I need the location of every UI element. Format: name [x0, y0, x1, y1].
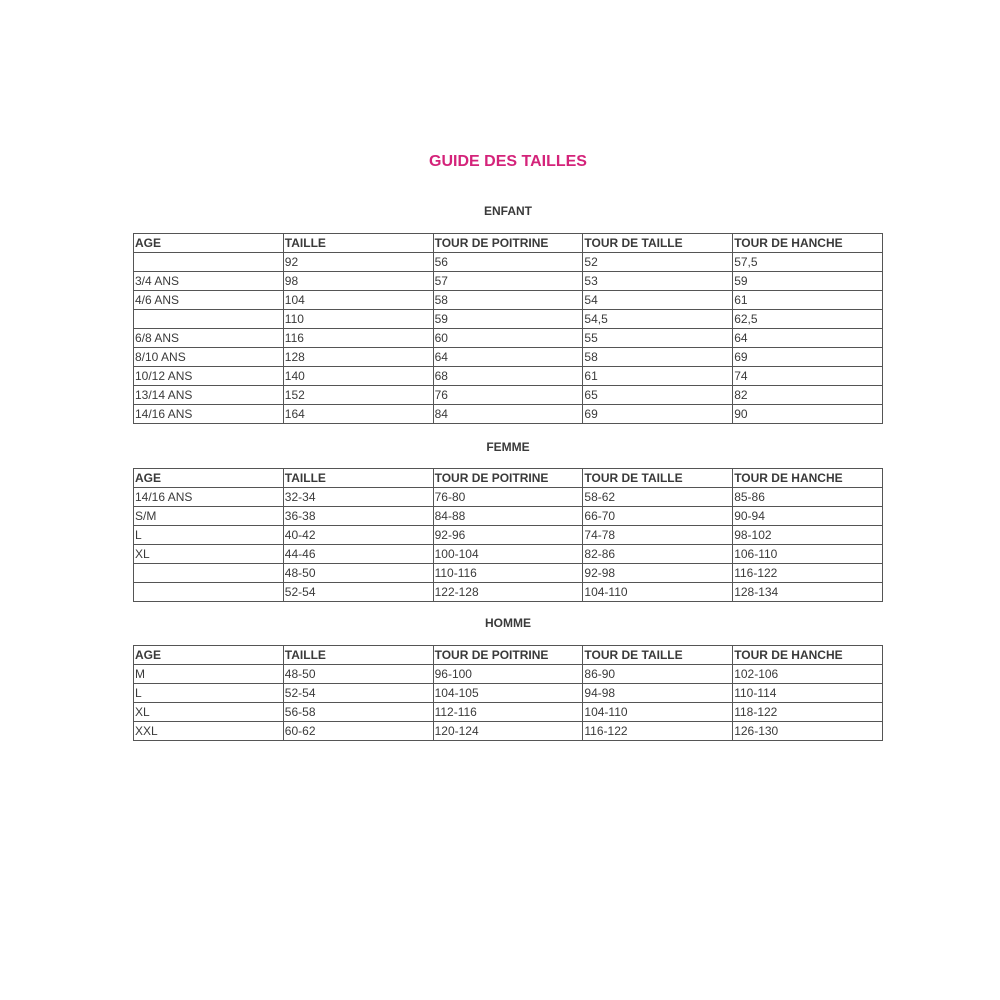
size-table-homme	[133, 645, 883, 741]
cell-taille: 52-54	[283, 583, 433, 602]
cell-tour-de-poitrine: 59	[433, 310, 583, 329]
cell-taille: 48-50	[283, 564, 433, 583]
cell-tour-de-poitrine: 104-105	[433, 684, 583, 703]
column-header-tour-de-hanche: TOUR DE HANCHE	[733, 469, 883, 488]
cell-tour-de-taille: 92-98	[583, 564, 733, 583]
cell-taille: 152	[283, 386, 433, 405]
column-header-tour-de-taille: TOUR DE TAILLE	[583, 469, 733, 488]
column-header-age: AGE	[134, 646, 284, 665]
column-header-taille: TAILLE	[283, 234, 433, 253]
cell-age: 14/16 ANS	[134, 405, 284, 424]
cell-tour-de-taille: 94-98	[583, 684, 733, 703]
cell-tour-de-hanche: 61	[733, 291, 883, 310]
cell-tour-de-hanche: 102-106	[733, 665, 883, 684]
cell-tour-de-taille: 116-122	[583, 722, 733, 741]
cell-age: 6/8 ANS	[134, 329, 284, 348]
cell-taille: 56-58	[283, 703, 433, 722]
table-row	[134, 291, 883, 310]
cell-tour-de-taille: 61	[583, 367, 733, 386]
cell-tour-de-poitrine: 96-100	[433, 665, 583, 684]
header-row	[134, 469, 883, 488]
cell-tour-de-taille: 74-78	[583, 526, 733, 545]
cell-age: 8/10 ANS	[134, 348, 284, 367]
cell-tour-de-taille: 69	[583, 405, 733, 424]
size-table-femme	[133, 468, 883, 602]
cell-tour-de-poitrine: 56	[433, 253, 583, 272]
cell-age: 4/6 ANS	[134, 291, 284, 310]
table-row	[134, 329, 883, 348]
cell-tour-de-taille: 66-70	[583, 507, 733, 526]
cell-tour-de-hanche: 82	[733, 386, 883, 405]
column-header-tour-de-hanche: TOUR DE HANCHE	[733, 646, 883, 665]
cell-tour-de-taille: 53	[583, 272, 733, 291]
cell-tour-de-hanche: 90-94	[733, 507, 883, 526]
table-row	[134, 310, 883, 329]
column-header-tour-de-hanche: TOUR DE HANCHE	[733, 234, 883, 253]
cell-tour-de-hanche: 126-130	[733, 722, 883, 741]
cell-tour-de-hanche: 128-134	[733, 583, 883, 602]
cell-tour-de-taille: 52	[583, 253, 733, 272]
cell-taille: 92	[283, 253, 433, 272]
cell-taille: 40-42	[283, 526, 433, 545]
cell-taille: 52-54	[283, 684, 433, 703]
cell-tour-de-poitrine: 68	[433, 367, 583, 386]
cell-age: 14/16 ANS	[134, 488, 284, 507]
cell-tour-de-hanche: 59	[733, 272, 883, 291]
cell-tour-de-hanche: 62,5	[733, 310, 883, 329]
cell-tour-de-poitrine: 60	[433, 329, 583, 348]
cell-tour-de-taille: 86-90	[583, 665, 733, 684]
section-title-homme: HOMME	[485, 616, 531, 630]
table-row	[134, 272, 883, 291]
cell-tour-de-taille: 58-62	[583, 488, 733, 507]
cell-tour-de-taille: 55	[583, 329, 733, 348]
column-header-tour-de-poitrine: TOUR DE POITRINE	[433, 234, 583, 253]
cell-taille: 48-50	[283, 665, 433, 684]
cell-tour-de-hanche: 98-102	[733, 526, 883, 545]
cell-tour-de-taille: 58	[583, 348, 733, 367]
section-title-enfant: ENFANT	[484, 204, 532, 218]
cell-age	[134, 253, 284, 272]
cell-tour-de-poitrine: 122-128	[433, 583, 583, 602]
table-row	[134, 703, 883, 722]
cell-taille: 116	[283, 329, 433, 348]
table-row	[134, 488, 883, 507]
table-row	[134, 348, 883, 367]
cell-age: XL	[134, 545, 284, 564]
cell-tour-de-hanche: 106-110	[733, 545, 883, 564]
table-row	[134, 367, 883, 386]
cell-taille: 60-62	[283, 722, 433, 741]
cell-taille: 164	[283, 405, 433, 424]
cell-age: 10/12 ANS	[134, 367, 284, 386]
section-title-femme: FEMME	[486, 440, 530, 454]
cell-tour-de-hanche: 64	[733, 329, 883, 348]
cell-taille: 104	[283, 291, 433, 310]
table-row	[134, 545, 883, 564]
header-row	[134, 234, 883, 253]
column-header-tour-de-taille: TOUR DE TAILLE	[583, 646, 733, 665]
cell-tour-de-hanche: 116-122	[733, 564, 883, 583]
cell-tour-de-poitrine: 64	[433, 348, 583, 367]
cell-tour-de-poitrine: 100-104	[433, 545, 583, 564]
cell-taille: 44-46	[283, 545, 433, 564]
cell-tour-de-poitrine: 92-96	[433, 526, 583, 545]
cell-age	[134, 310, 284, 329]
cell-taille: 32-34	[283, 488, 433, 507]
cell-tour-de-poitrine: 110-116	[433, 564, 583, 583]
cell-tour-de-taille: 65	[583, 386, 733, 405]
size-table-enfant	[133, 233, 883, 424]
cell-tour-de-poitrine: 84-88	[433, 507, 583, 526]
cell-age: M	[134, 665, 284, 684]
table-row	[134, 665, 883, 684]
cell-tour-de-poitrine: 76	[433, 386, 583, 405]
column-header-taille: TAILLE	[283, 646, 433, 665]
cell-taille: 110	[283, 310, 433, 329]
cell-tour-de-poitrine: 112-116	[433, 703, 583, 722]
cell-tour-de-poitrine: 58	[433, 291, 583, 310]
cell-tour-de-hanche: 74	[733, 367, 883, 386]
column-header-tour-de-poitrine: TOUR DE POITRINE	[433, 646, 583, 665]
cell-age: 13/14 ANS	[134, 386, 284, 405]
cell-tour-de-poitrine: 84	[433, 405, 583, 424]
cell-tour-de-taille: 82-86	[583, 545, 733, 564]
cell-tour-de-hanche: 110-114	[733, 684, 883, 703]
column-header-age: AGE	[134, 469, 284, 488]
cell-age: XL	[134, 703, 284, 722]
cell-tour-de-poitrine: 76-80	[433, 488, 583, 507]
table-row	[134, 507, 883, 526]
cell-age: S/M	[134, 507, 284, 526]
table-row	[134, 386, 883, 405]
cell-tour-de-hanche: 69	[733, 348, 883, 367]
cell-age	[134, 564, 284, 583]
header-row	[134, 646, 883, 665]
cell-tour-de-poitrine: 57	[433, 272, 583, 291]
cell-tour-de-taille: 54	[583, 291, 733, 310]
cell-age: L	[134, 684, 284, 703]
table-row	[134, 583, 883, 602]
cell-tour-de-taille: 104-110	[583, 703, 733, 722]
page-title: GUIDE DES TAILLES	[429, 153, 587, 170]
column-header-tour-de-taille: TOUR DE TAILLE	[583, 234, 733, 253]
cell-tour-de-hanche: 57,5	[733, 253, 883, 272]
column-header-tour-de-poitrine: TOUR DE POITRINE	[433, 469, 583, 488]
cell-tour-de-hanche: 90	[733, 405, 883, 424]
table-row	[134, 405, 883, 424]
cell-tour-de-poitrine: 120-124	[433, 722, 583, 741]
cell-taille: 36-38	[283, 507, 433, 526]
column-header-taille: TAILLE	[283, 469, 433, 488]
cell-age: 3/4 ANS	[134, 272, 284, 291]
cell-taille: 128	[283, 348, 433, 367]
table-row	[134, 526, 883, 545]
table-row	[134, 722, 883, 741]
cell-taille: 140	[283, 367, 433, 386]
cell-tour-de-taille: 54,5	[583, 310, 733, 329]
cell-tour-de-hanche: 118-122	[733, 703, 883, 722]
cell-age: L	[134, 526, 284, 545]
table-row	[134, 564, 883, 583]
cell-age	[134, 583, 284, 602]
cell-tour-de-taille: 104-110	[583, 583, 733, 602]
cell-age: XXL	[134, 722, 284, 741]
table-row	[134, 253, 883, 272]
table-row	[134, 684, 883, 703]
cell-taille: 98	[283, 272, 433, 291]
column-header-age: AGE	[134, 234, 284, 253]
cell-tour-de-hanche: 85-86	[733, 488, 883, 507]
